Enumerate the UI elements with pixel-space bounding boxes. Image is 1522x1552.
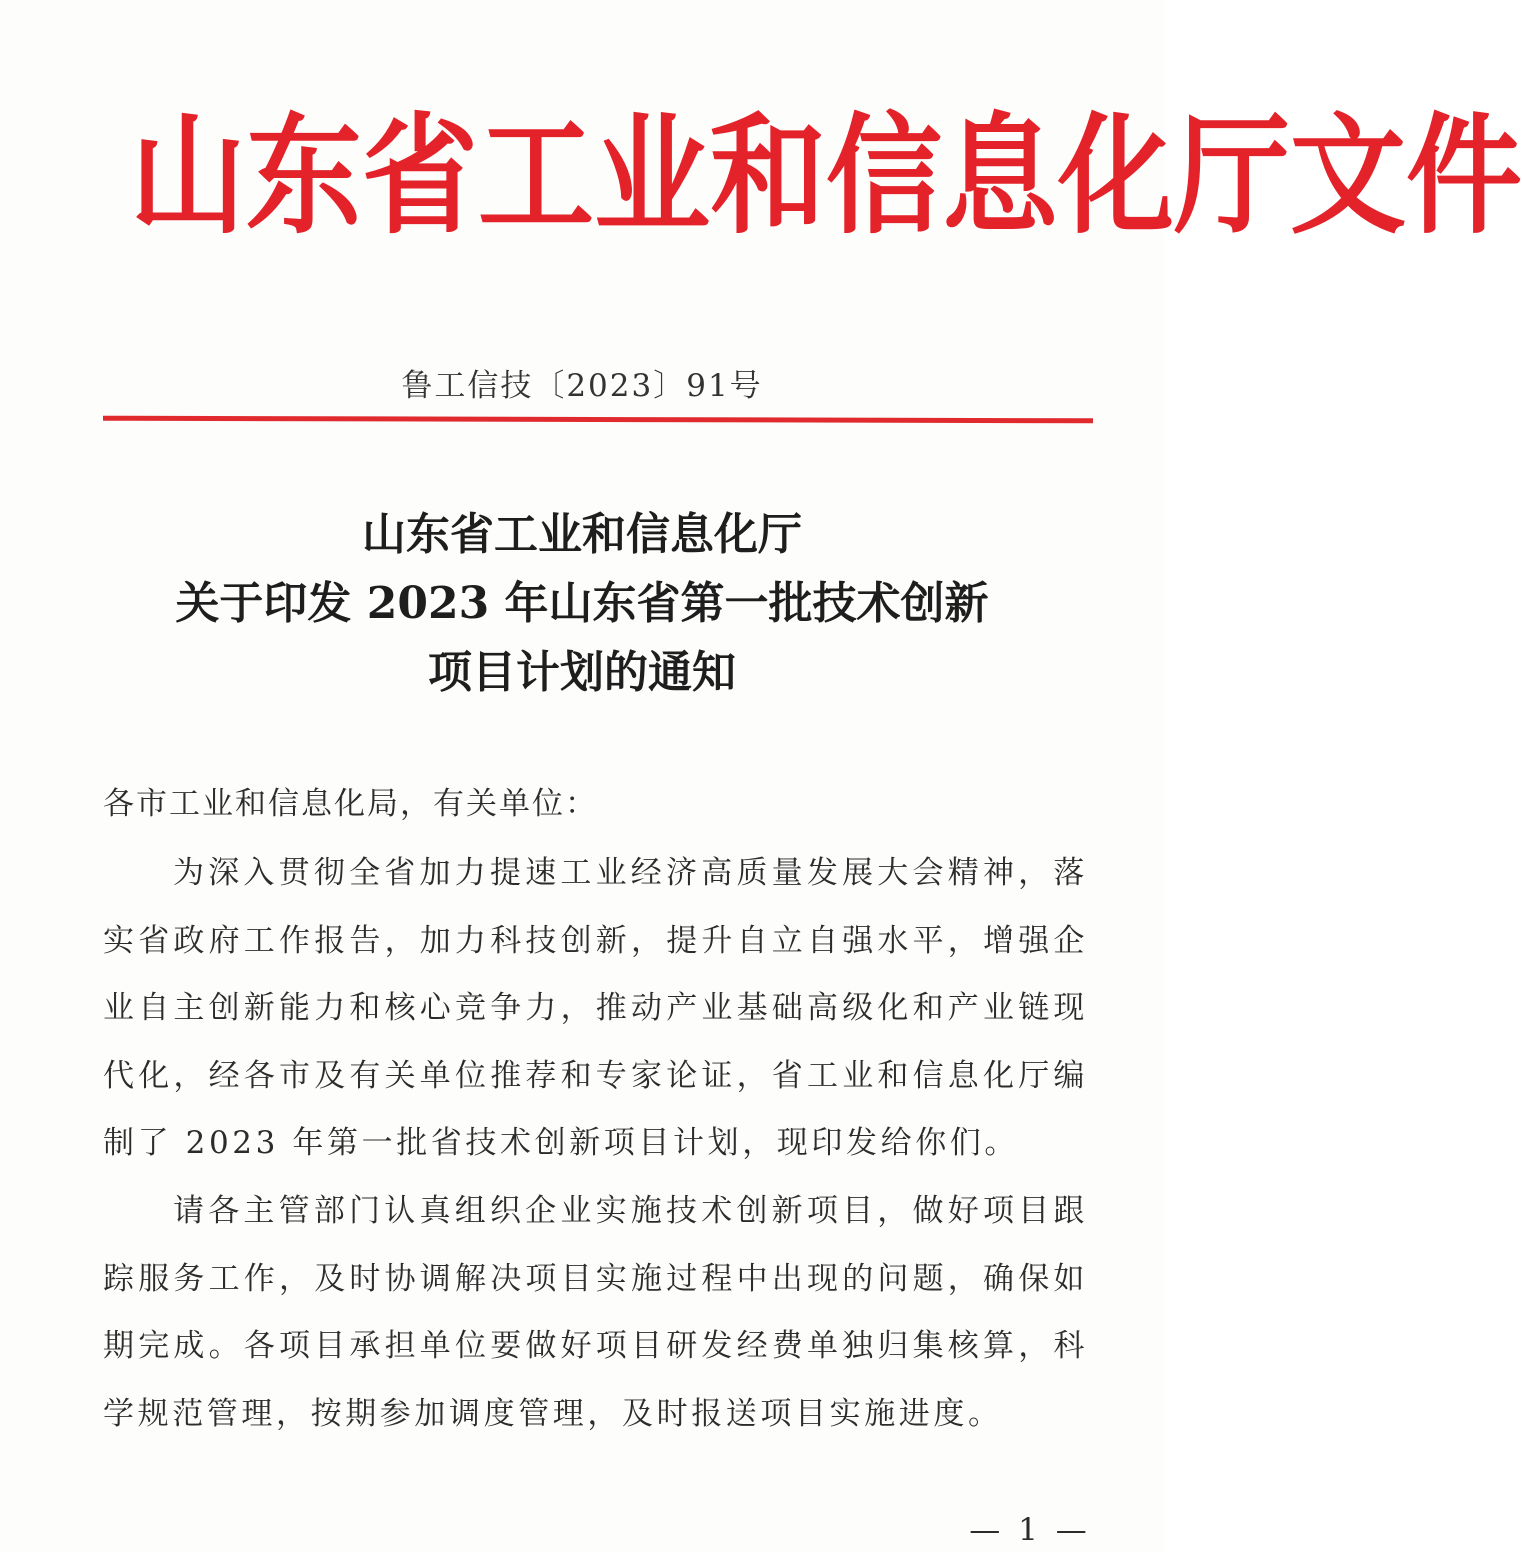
body-paragraph-2: 请各主管部门认真组织企业实施技术创新项目，做好项目跟踪服务工作，及时协调解决项目实施过程中出现的问题，确保如期完成。各项目承担单位要做好项目研发经费单独归集核算，科学规范管理，按期参加调度管理，及时报送项目实施进度。 [103, 1193, 1088, 1432]
issuer-title-char: 山 [130, 101, 246, 253]
title-line-3: 项目计划的通知 [428, 647, 736, 698]
document-title [0, 500, 1164, 707]
issuer-title-char: 化 [1058, 101, 1174, 253]
page-number: — 1 — [969, 1512, 1091, 1548]
body-paragraph-1: 为深入贯彻全省加力提速工业经济高质量发展大会精神，落实省政府工作报告，加力科技创新，提升自立自强水平，增强企业自主创新能力和核心竞争力，推动产业基础高级化和产业链现代化，经各市及有关单位推荐和专家论证，省工业和信息化厅编制了 2023 年第一批省技术创新项目计划，现印发给你们。 [103, 855, 1088, 1162]
salutation: 各市工业和信息化局，有关单位： [103, 786, 598, 822]
document-number: 鲁工信技〔2023〕91号 [401, 368, 763, 404]
issuer-title-char: 业 [594, 101, 710, 253]
issuer-title-char: 工 [478, 101, 594, 253]
red-divider-line [103, 416, 1093, 424]
issuer-title-char: 和 [710, 101, 826, 253]
issuer-title-char: 厅 [1174, 101, 1290, 253]
issuer-title-char: 件 [1406, 101, 1522, 253]
issuer-title [130, 82, 1522, 272]
issuer-title-char: 息 [942, 101, 1058, 253]
issuer-title-char: 省 [362, 101, 478, 253]
issuer-title-char: 东 [246, 101, 362, 253]
title-line-2: 关于印发 2023 年山东省第一批技术创新 [175, 578, 989, 629]
issuer-title-char: 信 [826, 101, 942, 253]
title-line-1: 山东省工业和信息化厅 [362, 509, 802, 560]
issuer-title-char: 文 [1290, 101, 1406, 253]
